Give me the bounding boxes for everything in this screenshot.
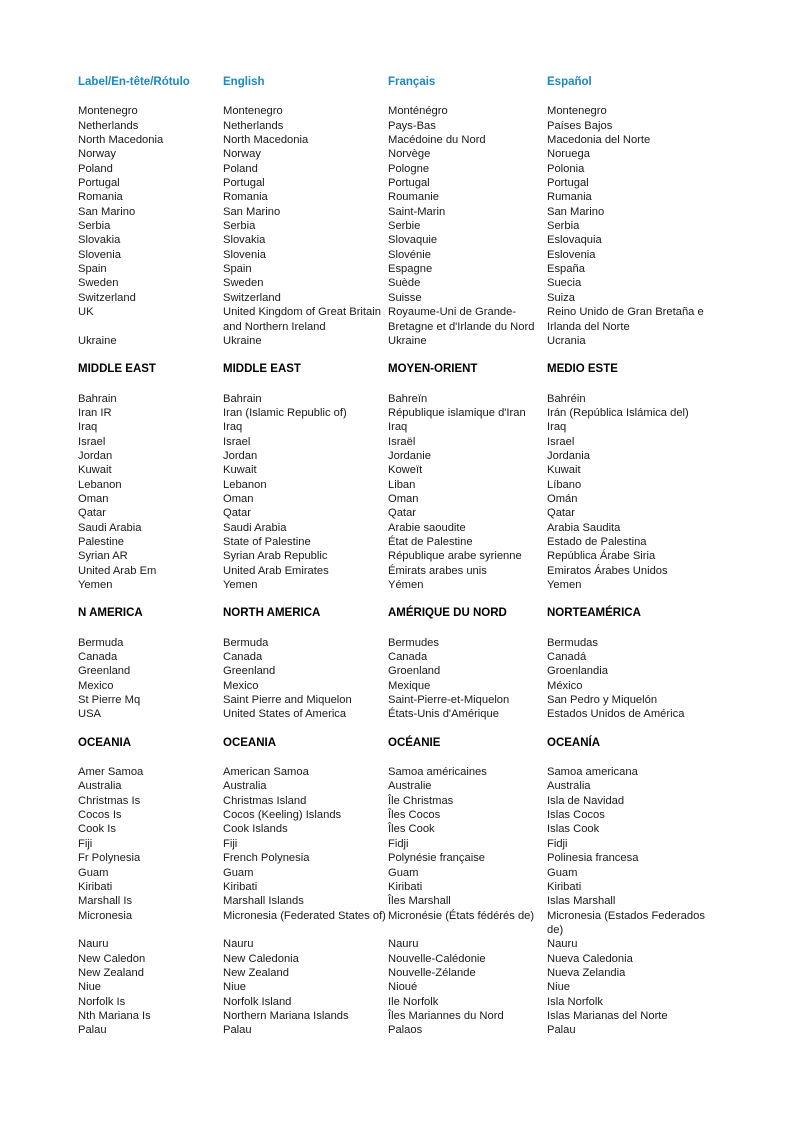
cell-spanish: Ucrania (547, 334, 586, 347)
cell-spanish: Qatar (547, 507, 575, 520)
cell-spanish: Suiza (547, 291, 575, 304)
cell-spanish: Australia (547, 780, 591, 793)
cell-english: Qatar (223, 507, 251, 520)
table-row (78, 392, 718, 406)
cell-english: United Arab Emirates (223, 564, 329, 577)
table-row (78, 219, 718, 233)
cell-spanish: Estado de Palestina (547, 535, 647, 548)
cell-spanish: México (547, 679, 583, 692)
cell-english: Syrian Arab Republic (223, 550, 328, 563)
cell-french: Bermudes (388, 636, 439, 649)
cell-french: Canada (388, 651, 428, 664)
table-row (78, 851, 718, 865)
table-row (78, 693, 718, 707)
section-title-label: N AMERICA (78, 607, 143, 620)
cell-french: Émirats arabes unis (388, 564, 487, 577)
cell-label: Amer Samoa (78, 766, 144, 779)
cell-spanish: Suecia (547, 277, 582, 290)
cell-english: Greenland (223, 665, 276, 678)
table-row (78, 808, 718, 822)
cell-english: Montenegro (223, 105, 283, 118)
header-english: English (223, 76, 265, 88)
cell-label: Qatar (78, 507, 106, 520)
cell-label: Fr Polynesia (78, 852, 141, 865)
table-row (78, 449, 718, 463)
cell-spanish: San Pedro y Miquelón (547, 694, 658, 707)
cell-french: Slovaquie (388, 234, 438, 247)
cell-spanish: Nueva Zelandia (547, 966, 626, 979)
cell-label: Portugal (78, 177, 120, 190)
section-title-english: MIDDLE EAST (223, 363, 301, 376)
cell-spanish: Yemen (547, 579, 582, 591)
cell-spanish: Jordania (547, 449, 590, 462)
cell-spanish: Rumania (547, 191, 592, 204)
cell-french: Palaos (388, 1024, 423, 1037)
cell-label: Israel (78, 435, 106, 448)
cell-spanish: Islas Cocos (547, 809, 605, 822)
section-title-french: AMÉRIQUE DU NORD (388, 607, 507, 620)
cell-label: Romania (78, 191, 123, 204)
cell-label: St Pierre Mq (78, 694, 141, 707)
cell-english: Iran (Islamic Republic of) (223, 406, 347, 419)
cell-spanish: Noruega (547, 148, 590, 161)
cell-label: Netherlands (78, 119, 139, 132)
cell-english: Cocos (Keeling) Islands (223, 809, 342, 822)
cell-french: République arabe syrienne (388, 550, 522, 563)
header-label: Label/En-tête/Rótulo (78, 76, 190, 88)
cell-french: Suisse (388, 291, 422, 304)
cell-english: New Zealand (223, 966, 289, 979)
cell-english: United States of America (223, 708, 347, 721)
cell-english: Marshall Islands (223, 895, 304, 908)
cell-spanish: Portugal (547, 177, 589, 190)
cell-label: Nauru (78, 938, 109, 951)
cell-spanish: Países Bajos (547, 119, 613, 132)
cell-french: Îles Marshall (388, 895, 451, 908)
cell-french: Guam (388, 866, 419, 879)
cell-english: Israel (223, 435, 251, 448)
cell-spanish: Estados Unidos de América (547, 708, 685, 721)
cell-label: Guam (78, 866, 109, 879)
cell-french: Qatar (388, 507, 416, 520)
cell-french: État de Palestine (388, 535, 473, 548)
cell-english: Australia (223, 780, 267, 793)
cell-label: Iran IR (78, 406, 112, 419)
cell-label: United Arab Em (78, 564, 157, 577)
cell-spanish: Serbia (547, 220, 580, 233)
cell-label: Palau (78, 1024, 107, 1037)
cell-label: Canada (78, 651, 118, 664)
cell-label: Switzerland (78, 291, 136, 304)
cell-english: Norway (223, 148, 261, 161)
cell-label: Serbia (78, 220, 111, 233)
cell-english: Guam (223, 866, 254, 879)
cell-french: Bahreïn (388, 392, 428, 405)
table-row (78, 478, 718, 492)
cell-spanish: Macedonia del Norte (547, 134, 651, 147)
cell-label: New Caledon (78, 952, 146, 965)
cell-french: Israël (388, 435, 416, 448)
cell-spanish: Islas Marianas del Norte (547, 1009, 668, 1022)
table-row (78, 664, 718, 678)
cell-label: Nth Mariana Is (78, 1009, 151, 1022)
table-row (78, 995, 718, 1009)
cell-french: Royaume-Uni de Grande-Bretagne et d'Irlande du Nord (388, 306, 535, 333)
cell-english: Portugal (223, 177, 265, 190)
cell-english: French Polynesia (223, 852, 310, 865)
cell-english: Slovenia (223, 248, 266, 261)
cell-english: Canada (223, 651, 263, 664)
cell-french: Pologne (388, 162, 430, 175)
cell-label: Kuwait (78, 464, 112, 477)
cell-french: Fidji (388, 837, 409, 850)
section-title-row (78, 606, 718, 620)
cell-spanish: Kiribati (547, 880, 582, 893)
cell-english: State of Palestine (223, 535, 311, 548)
cell-english: Ukraine (223, 334, 262, 347)
cell-label: Christmas Is (78, 794, 141, 807)
cell-spanish: Isla de Navidad (547, 794, 625, 807)
table-row (78, 894, 718, 908)
cell-english: Sweden (223, 277, 264, 290)
table-row (78, 162, 718, 176)
table-row (78, 909, 718, 938)
cell-french: Kiribati (388, 880, 423, 893)
table-row (78, 650, 718, 664)
cell-english: Bermuda (223, 636, 269, 649)
table-row (78, 765, 718, 779)
cell-english: Spain (223, 263, 252, 276)
cell-french: Koweït (388, 464, 423, 477)
section-title-row (78, 736, 718, 750)
cell-label: Kiribati (78, 880, 113, 893)
cell-english: Serbia (223, 220, 256, 233)
cell-french: Samoa américaines (388, 766, 487, 779)
cell-french: Serbie (388, 220, 421, 233)
table-header-row (78, 75, 718, 89)
table-row (78, 952, 718, 966)
cell-french: Espagne (388, 263, 433, 276)
table-row (78, 147, 718, 161)
section-title-french: MOYEN-ORIENT (388, 363, 478, 376)
cell-spanish: Arabia Saudita (547, 521, 621, 534)
table-row (78, 119, 718, 133)
cell-french: Jordanie (388, 449, 431, 462)
cell-label: Ukraine (78, 334, 117, 347)
cell-french: Oman (388, 492, 419, 505)
table-row (78, 535, 718, 549)
table-row (78, 779, 718, 793)
cell-english: Nauru (223, 938, 254, 951)
cell-french: Macédoine du Nord (388, 134, 486, 147)
cell-french: Australie (388, 780, 432, 793)
cell-label: Cook Is (78, 823, 116, 836)
section-title-row (78, 362, 718, 376)
cell-label: Slovakia (78, 234, 121, 247)
section-title-spanish: OCEANÍA (547, 736, 601, 749)
cell-french: Nauru (388, 938, 419, 951)
cell-english: San Marino (223, 205, 281, 218)
table-row (78, 190, 718, 204)
cell-label: USA (78, 708, 102, 721)
cell-french: Îles Cook (388, 823, 435, 836)
cell-spanish: Islas Marshall (547, 895, 616, 908)
cell-label: Lebanon (78, 478, 122, 491)
table-row (78, 176, 718, 190)
cell-label: Iraq (78, 421, 98, 434)
cell-spanish: Montenegro (547, 105, 607, 118)
cell-label: Marshall Is (78, 895, 133, 908)
cell-label: New Zealand (78, 966, 144, 979)
cell-english: Saudi Arabia (223, 521, 287, 534)
cell-spanish: Bahréin (547, 392, 586, 405)
cell-french: Saint-Pierre-et-Miquelon (388, 694, 510, 707)
cell-spanish: España (547, 263, 585, 276)
table-row (78, 1009, 718, 1023)
cell-spanish: Fidji (547, 837, 568, 850)
cell-label: Norfolk Is (78, 995, 126, 1008)
cell-spanish: Isla Norfolk (547, 995, 603, 1008)
cell-spanish: Islas Cook (547, 823, 600, 836)
cell-english: Poland (223, 162, 258, 175)
table-row (78, 837, 718, 851)
cell-english: Switzerland (223, 291, 281, 304)
cell-spanish: Canadá (547, 651, 587, 664)
table-row (78, 406, 718, 420)
table-row (78, 133, 718, 147)
cell-english: Palau (223, 1024, 252, 1037)
cell-label: Jordan (78, 449, 113, 462)
cell-french: Portugal (388, 177, 430, 190)
cell-english: Romania (223, 191, 268, 204)
cell-label: Syrian AR (78, 550, 128, 563)
cell-french: Suède (388, 277, 421, 290)
cell-spanish: Omán (547, 492, 578, 505)
cell-english: Bahrain (223, 392, 262, 405)
cell-spanish: Nueva Caledonia (547, 952, 633, 965)
table-row (78, 980, 718, 994)
table-row (78, 492, 718, 506)
cell-english: Northern Mariana Islands (223, 1009, 349, 1022)
cell-label: Bermuda (78, 636, 124, 649)
cell-label: Niue (78, 981, 102, 994)
cell-english: United Kingdom of Great Britain and Northern Ireland (223, 306, 381, 333)
cell-french: Slovénie (388, 248, 431, 261)
cell-english: Lebanon (223, 478, 267, 491)
cell-spanish: Kuwait (547, 464, 581, 477)
cell-french: Nouvelle-Calédonie (388, 952, 486, 965)
table-row (78, 822, 718, 836)
cell-english: Kuwait (223, 464, 257, 477)
cell-label: Poland (78, 162, 113, 175)
cell-label: Bahrain (78, 392, 117, 405)
cell-english: Iraq (223, 421, 243, 434)
cell-english: Christmas Island (223, 794, 307, 807)
cell-label: Fiji (78, 837, 93, 850)
cell-french: Roumanie (388, 191, 439, 204)
cell-french: Yémen (388, 579, 424, 591)
cell-label: Oman (78, 492, 109, 505)
cell-spanish: Nauru (547, 938, 578, 951)
table-row (78, 880, 718, 894)
cell-french: Saint-Marin (388, 205, 446, 218)
section-title-spanish: MEDIO ESTE (547, 363, 618, 376)
section-title-english: NORTH AMERICA (223, 607, 321, 620)
cell-spanish: Eslovenia (547, 248, 596, 261)
cell-spanish: Polonia (547, 162, 585, 175)
table-row (78, 937, 718, 951)
cell-english: Saint Pierre and Miquelon (223, 694, 352, 707)
table-row (78, 1023, 718, 1037)
cell-spanish: Bermudas (547, 636, 598, 649)
cell-spanish: Eslovaquia (547, 234, 602, 247)
cell-french: Île Christmas (388, 794, 454, 807)
table-row (78, 866, 718, 880)
cell-french: Iraq (388, 421, 408, 434)
cell-french: Monténégro (388, 105, 448, 118)
cell-french: Polynésie française (388, 852, 486, 865)
cell-english: Fiji (223, 837, 238, 850)
cell-label: Micronesia (78, 909, 133, 922)
cell-english: Netherlands (223, 119, 284, 132)
cell-english: New Caledonia (223, 952, 299, 965)
cell-spanish: Emiratos Árabes Unidos (547, 564, 668, 577)
cell-label: Mexico (78, 679, 114, 692)
cell-spanish: Groenlandia (547, 665, 608, 678)
table-row (78, 248, 718, 262)
cell-label: Yemen (78, 579, 113, 591)
table-row (78, 578, 718, 592)
table-row (78, 291, 718, 305)
cell-french: Îles Cocos (388, 809, 441, 822)
cell-spanish: República Árabe Siria (547, 550, 656, 563)
section-title-label: MIDDLE EAST (78, 363, 156, 376)
table-row (78, 521, 718, 535)
cell-spanish: Iraq (547, 421, 567, 434)
cell-french: Ile Norfolk (388, 995, 439, 1008)
cell-label: San Marino (78, 205, 136, 218)
cell-label: North Macedonia (78, 134, 164, 147)
header-spanish: Español (547, 76, 592, 88)
cell-label: Palestine (78, 535, 125, 548)
cell-label: Australia (78, 780, 122, 793)
section-title-english: OCEANIA (223, 736, 277, 749)
cell-spanish: Israel (547, 435, 575, 448)
cell-spanish: Samoa americana (547, 766, 638, 779)
cell-french: République islamique d'Iran (388, 406, 526, 419)
cell-english: Kiribati (223, 880, 258, 893)
cell-french: États-Unis d'Amérique (388, 708, 499, 721)
table-row (78, 707, 718, 721)
cell-label: Sweden (78, 277, 119, 290)
table-row (78, 564, 718, 578)
table-row (78, 966, 718, 980)
cell-spanish: Polinesia francesa (547, 852, 639, 865)
cell-label: UK (78, 306, 94, 319)
table-row (78, 420, 718, 434)
cell-english: Jordan (223, 449, 258, 462)
table-row (78, 794, 718, 808)
cell-english: Mexico (223, 679, 259, 692)
cell-spanish: Reino Unido de Gran Bretaña e Irlanda del Norte (547, 306, 704, 333)
table-row (78, 435, 718, 449)
cell-spanish: Líbano (547, 478, 582, 491)
cell-label: Montenegro (78, 105, 138, 118)
cell-french: Îles Mariannes du Nord (388, 1009, 504, 1022)
cell-label: Saudi Arabia (78, 521, 142, 534)
cell-label: Norway (78, 148, 116, 161)
table-row (78, 679, 718, 693)
table-row (78, 334, 718, 348)
cell-french: Norvège (388, 148, 431, 161)
cell-french: Groenland (388, 665, 441, 678)
table-row (78, 636, 718, 650)
cell-spanish: San Marino (547, 205, 605, 218)
header-french: Français (388, 76, 436, 88)
cell-spanish: Palau (547, 1024, 576, 1037)
cell-spanish: Guam (547, 866, 578, 879)
table-row (78, 305, 718, 334)
cell-label: Cocos Is (78, 809, 122, 822)
cell-label: Spain (78, 263, 107, 276)
table-row (78, 549, 718, 563)
section-title-spanish: NORTEAMÉRICA (547, 607, 641, 620)
cell-english: Cook Islands (223, 823, 288, 836)
table-body (78, 104, 718, 1037)
cell-english: North Macedonia (223, 134, 309, 147)
cell-french: Mexique (388, 679, 431, 692)
cell-french: Micronésie (États fédérés de) (388, 909, 535, 922)
cell-french: Nouvelle-Zélande (388, 966, 476, 979)
cell-english: Oman (223, 492, 254, 505)
cell-english: Yemen (223, 579, 258, 591)
cell-spanish: Niue (547, 981, 571, 994)
cell-spanish: Irán (República Islámica del) (547, 406, 689, 419)
cell-french: Nioué (388, 981, 418, 994)
cell-label: Slovenia (78, 248, 121, 261)
cell-english: Slovakia (223, 234, 266, 247)
cell-french: Arabie saoudite (388, 521, 466, 534)
section-title-label: OCEANIA (78, 736, 132, 749)
section-title-french: OCÉANIE (388, 736, 441, 749)
cell-spanish: Micronesia (Estados Federados de) (547, 909, 705, 936)
cell-english: Niue (223, 981, 247, 994)
cell-english: Norfolk Island (223, 995, 292, 1008)
table-row (78, 104, 718, 118)
table-row (78, 276, 718, 290)
table-row (78, 205, 718, 219)
table-row (78, 262, 718, 276)
cell-french: Ukraine (388, 334, 427, 347)
cell-label: Greenland (78, 665, 131, 678)
cell-english: American Samoa (223, 766, 309, 779)
country-label-table (78, 75, 718, 1038)
cell-english: Micronesia (Federated States of) (223, 909, 386, 922)
cell-french: Pays-Bas (388, 119, 436, 132)
cell-french: Liban (388, 478, 416, 491)
table-row (78, 506, 718, 520)
table-row (78, 233, 718, 247)
table-row (78, 463, 718, 477)
